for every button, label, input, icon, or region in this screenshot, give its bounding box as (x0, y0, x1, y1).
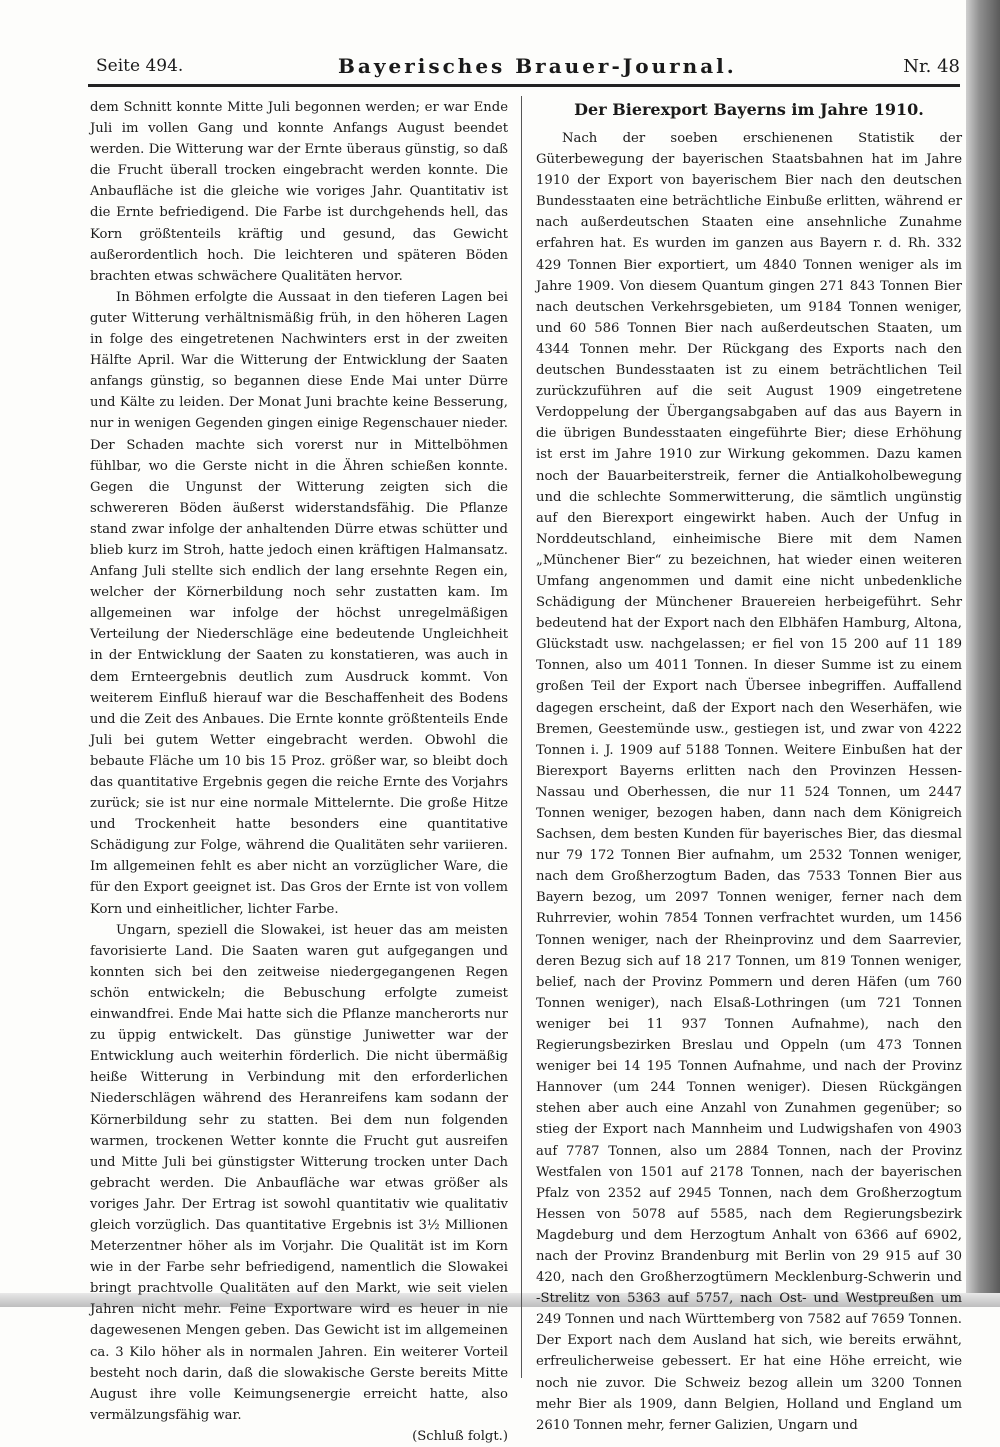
issue-number: Nr. 48 (903, 56, 960, 77)
paragraph: Nach der soeben erschienenen Statistik der Güterbewegung der bayerischen Staatsbahnen hat im Jahre 1910 der Export von bayerischem Bier nach den deutschen Bundesstaaten eine beträchtliche Einbuße erlitten, während er nach außerdeutschen Staaten eine ansehnliche Zunahme erfahren hat. Es wurden im ganzen aus Bayern r. d. Rh. 332 429 Tonnen Bier exportiert, um 4840 Tonnen weniger als im Jahre 1909. Von diesem Quantum gingen 271 843 Tonnen Bier nach deutschen Verkehrsgebieten, um 9184 Tonnen weniger, und 60 586 Tonnen Bier nach außerdeutschen Staaten, um 4344 Tonnen mehr. Der Rückgang des Exports nach den deutschen Bundesstaaten ist zu einem beträchtlichen Teil zurückzuführen auf die seit August 1909 eingetretene Verdoppelung der Übergangsabgaben auf das aus Bayern in die übrigen Bundesstaaten eingeführte Bier; diese Erhöhung ist erst im Jahre 1910 zur Wirkung gekommen. Dazu kamen noch der Bauarbeiterstreik, ferner die Antialkoholbewegung und die schlechte Sommerwitterung, die sämtlich ungünstig auf den Bierexport eingewirkt haben. Auch der Unfug in Norddeutschland, einheimische Biere mit dem Namen „Münchener Bier“ zu bezeichnen, hat wieder einen weiteren Umfang angenommen und damit eine nicht unbedenkliche Schädigung der Münchener Brauereien herbeigeführt. Sehr bedeutend hat der Export nach den Elbhäfen Hamburg, Altona, Glückstadt usw. nachgelassen; er fiel von 15 200 auf 11 189 Tonnen, also um 4011 Tonnen. In dieser Summe ist zu einem großen Teil der Export nach Übersee inbegriffen. Auffallend dagegen erscheint, daß der Export nach den Weserhäfen, wie Bremen, Geestemünde usw., gestiegen ist, und zwar von 4222 Tonnen i. J. 1909 auf 5188 Tonnen. Weitere Einbußen hat der Bierexport Bayerns erlitten nach den Provinzen Hessen-Nassau und Oberhessen, die nur 11 524 Tonnen, um 2447 Tonnen weniger, bezogen haben, dann nach dem Königreich Sachsen, dem besten Kunden für bayerisches Bier, das diesmal nur 79 172 Tonnen Bier aufnahm, um 2532 Tonnen weniger, nach dem Großherzogtum Baden, das 7533 Tonnen Bier aus Bayern bezog, um 2097 Tonnen weniger, ferner nach dem Ruhrrevier, wohin 7854 Tonnen verfrachtet wurden, um 1456 Tonnen weniger, nach der Rheinprovinz und dem Saarrevier, deren Bezug sich auf 18 217 Tonnen, um 819 Tonnen weniger, belief, nach der Provinz Pommern und deren Häfen (um 760 Tonnen weniger), nach Elsaß-Lothringen (um 721 Tonnen weniger bei 11 937 Tonnen Aufnahme), nach den Regierungsbezirken Breslau und Oppeln (um 473 Tonnen weniger bei 14 195 Tonnen Aufnahme, und nach der Provinz Hannover (um 244 Tonnen weniger). Diesen Rückgängen stehen aber auch eine Anzahl von Zunahmen gegenüber; so stieg der Export nach Mannheim und Ludwigshafen von 4903 auf 7787 Tonnen, also um 2884 Tonnen, nach der Provinz Westfalen von 1501 auf 2178 Tonnen, nach der bayerischen Pfalz von 2352 auf 2945 Tonnen, nach dem Großherzogtum Hessen von 5078 auf 5585, nach dem Regierungsbezirk Magdeburg und dem Herzogtum Anhalt von 6366 auf 6902, nach der Provinz Brandenburg mit Berlin von 29 915 auf 30 420, nach den Großherzogtümern Mecklenburg-Schwerin und -Strelitz von 5363 auf 5757, nach Ost- und Westpreußen um 249 Tonnen und nach Württemberg von 7582 auf 7659 Tonnen. Der Export nach dem Ausland hat sich, wie bereits erwähnt, erfreulicherweise gebessert. Er hat eine Höhe erreicht, wie noch nie zuvor. Die Schweiz bezog allein um 3200 Tonnen mehr Bier als 1909, dann Belgien, Holland und England um 2610 Tonnen mehr, ferner Galizien, Ungarn und (536, 131, 962, 1433)
continued-note: (Schluß folgt.) (412, 1428, 508, 1444)
paragraph: Ungarn, speziell die Slowakei, ist heuer das am meisten favorisierte Land. Die Saaten waren gut aufgegangen und konnten sich bei den zeitweise niedergegangenen Regen schön entwickeln; die Bebuschung erfolgte zumeist einwandfrei. Ende Mai hatte sich die Pflanze mancherorts nur zu üppig entwickelt. Das günstige Juniwetter war der Entwicklung auch weiterhin förderlich. Die nicht übermäßig heiße Witterung in Verbindung mit den erforderlichen Niederschlägen während des Heranreifens kam sodann der Körnerbildung sehr zu statten. Bei dem nun folgenden warmen, trockenen Wetter konnte die Frucht gut ausreifen und Mitte Juli bei günstigster Witterung trocken unter Dach gebracht werden. Die Anbaufläche war etwas größer als voriges Jahr. Der Ertrag ist sowohl quantitativ wie qualitativ gleich vorzüglich. Das quantitative Ergebnis ist 3½ Millionen Meterzentner höher als im Vorjahr. Die Qualität ist im Korn wie in der Farbe sehr befriedigend, namentlich die Slowakei bringt prachtvolle Qualitäten auf den Markt, wie seit vielen Jahren nicht mehr. Feine Exportware wird es heuer in nie dagewesenen Mengen geben. Das Gewicht ist im allgemeinen ca. 3 Kilo höher als in normalen Jahren. Ein weiterer Vorteil besteht noch darin, daß die slowakische Gerste bereits Mitte August ihre volle Keimungsenergie erreicht hatte, also vermälzungsfähig war. (90, 922, 508, 1423)
page-header (88, 50, 960, 87)
journal-title: Bayerisches Brauer-Journal. (338, 54, 737, 78)
column-divider (521, 96, 522, 1378)
right-column (536, 128, 962, 1436)
article-title: Der Bierexport Bayerns im Jahre 1910. (574, 100, 924, 119)
page-number: Seite 494. (96, 56, 184, 76)
paragraph: In Böhmen erfolgte die Aussaat in den tieferen Lagen bei guter Witterung verhältnismäßig früh, in den höheren Lagen in folge des eingetretenen Nachwinters erst in der zweiten Hälfte April. War die Witterung der Entwicklung der Saaten anfangs günstig, so begannen diese Ende Mai unter Dürre und Kälte zu leiden. Der Monat Juni brachte keine Besserung, nur in wenigen Gegenden gingen einige Regenschauer nieder. Der Schaden machte sich vorerst nur in Mittelböhmen fühlbar, wo die Gerste nicht in die Ähren schießen konnte. Gegen die Ungunst der Witterung zeigten sich die schwereren Böden äußerst widerstandsfähig. Die Pflanze stand zwar infolge der anhaltenden Dürre etwas schütter und blieb kurz im Stroh, hatte jedoch einen kräftigen Halmansatz. Anfang Juli stellte sich endlich der lang ersehnte Regen ein, welcher der Körnerbildung noch sehr zustatten kam. Im allgemeinen war infolge der höchst unregelmäßigen Verteilung der Niederschläge eine bedeutende Ungleichheit in der Entwicklung der Saaten zu konstatieren, was auch in dem Ernteergebnis deutlich zum Ausdruck kommt. Von weiterem Einfluß hierauf war die Beschaffenheit des Bodens und die Zeit des Anbaues. Die Ernte konnte größtenteils Ende Juli bei gutem Wetter eingebracht werden. Obwohl die bebaute Fläche um 10 bis 15 Proz. größer war, so bleibt doch das quantitative Ergebnis gegen die reiche Ernte des Vorjahrs zurück; sie ist nur eine normale Mittelernte. Die große Hitze und Trockenheit hatte besonders eine quantitative Schädigung zur Folge, während die Qualitäten sehr variieren. Im allgemeinen fehlt es aber nicht an vorzüglicher Ware, die für den Export geeignet ist. Das Gros der Ernte ist von vollem Korn und einheitlicher, lichter Farbe. (90, 289, 508, 917)
left-column (90, 97, 508, 1447)
paragraph: dem Schnitt konnte Mitte Juli begonnen werden; er war Ende Juli im vollen Gang und konnte Anfangs August beendet werden. Die Witterung war der Ernte überaus günstig, so daß die Frucht überall trocken eingebracht werden konnte. Die Anbaufläche ist die gleiche wie voriges Jahr. Quantitativ ist die Ernte befriedigend. Die Farbe ist durchgehends hell, das Korn größtenteils kräftig und gesund, das Gewicht außerordentlich hoch. Die leichteren und späteren Böden brachten etwas schwächere Qualitäten hervor. (90, 100, 508, 284)
scan-shadow-edge (966, 0, 1000, 1307)
